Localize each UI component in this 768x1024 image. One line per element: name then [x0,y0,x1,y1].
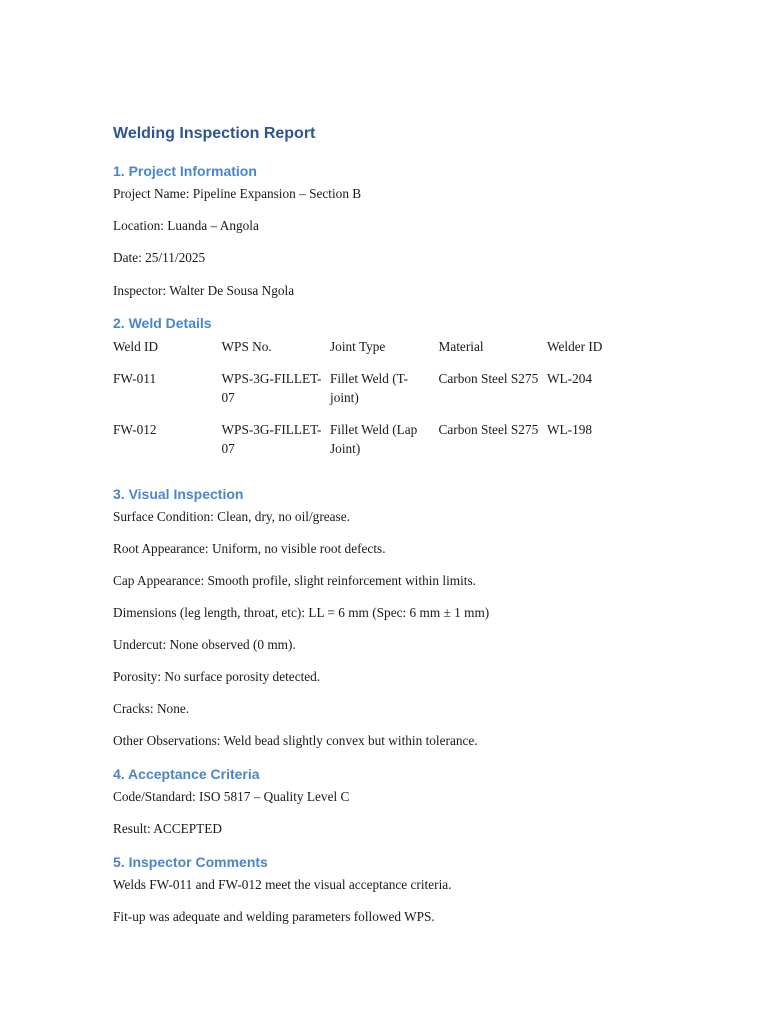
project-date: Date: 25/11/2025 [113,250,206,265]
section-heading-weld: 2. Weld Details [113,315,212,331]
visual-item: Dimensions (leg length, throat, etc): LL = 6 mm (Spec: 6 mm ± 1 mm) [113,605,490,620]
weld-details-table [113,337,658,471]
table-row [113,420,658,458]
table-cell: FW-011 [113,371,157,386]
column-header: Welder ID [547,339,603,354]
acceptance-result: Result: ACCEPTED [113,821,222,836]
column-header: Material [438,339,484,354]
column-header: Joint Type [330,339,386,354]
section-heading-comments: 5. Inspector Comments [113,854,268,870]
section-heading-project: 1. Project Information [113,163,257,179]
visual-item: Cracks: None. [113,701,190,716]
project-inspector: Inspector: Walter De Sousa Ngola [113,283,295,298]
visual-item: Cap Appearance: Smooth profile, slight reinforcement within limits. [113,573,477,588]
visual-item: Root Appearance: Uniform, no visible root defects. [113,541,386,556]
acceptance-code: Code/Standard: ISO 5817 – Quality Level C [113,789,350,804]
table-header-row [113,337,658,356]
table-cell: WPS-3G-FILLET-07 [221,422,322,456]
visual-item: Porosity: No surface porosity detected. [113,669,321,684]
report-title: Welding Inspection Report [113,125,316,142]
column-header: WPS No. [221,339,272,354]
comment-item: Fit-up was adequate and welding parameters followed WPS. [113,909,435,924]
table-cell: Fillet Weld (Lap Joint) [330,422,418,456]
table-row [113,369,658,407]
project-name: Project Name: Pipeline Expansion – Section B [113,186,362,201]
visual-item: Surface Condition: Clean, dry, no oil/grease. [113,509,350,524]
column-header: Weld ID [113,339,159,354]
table-cell: WL-198 [547,422,593,437]
project-location: Location: Luanda – Angola [113,218,259,233]
visual-item: Other Observations: Weld bead slightly convex but within tolerance. [113,733,478,748]
visual-item: Undercut: None observed (0 mm). [113,637,296,652]
section-heading-acceptance: 4. Acceptance Criteria [113,766,260,782]
table-cell: FW-012 [113,422,157,437]
section-heading-visual: 3. Visual Inspection [113,486,244,502]
table-cell: Fillet Weld (T-joint) [330,371,408,405]
table-cell: WL-204 [547,371,593,386]
table-cell: WPS-3G-FILLET-07 [221,371,322,405]
table-cell: Carbon Steel S275 [438,422,539,437]
comment-item: Welds FW-011 and FW-012 meet the visual acceptance criteria. [113,877,452,892]
table-cell: Carbon Steel S275 [438,371,539,386]
